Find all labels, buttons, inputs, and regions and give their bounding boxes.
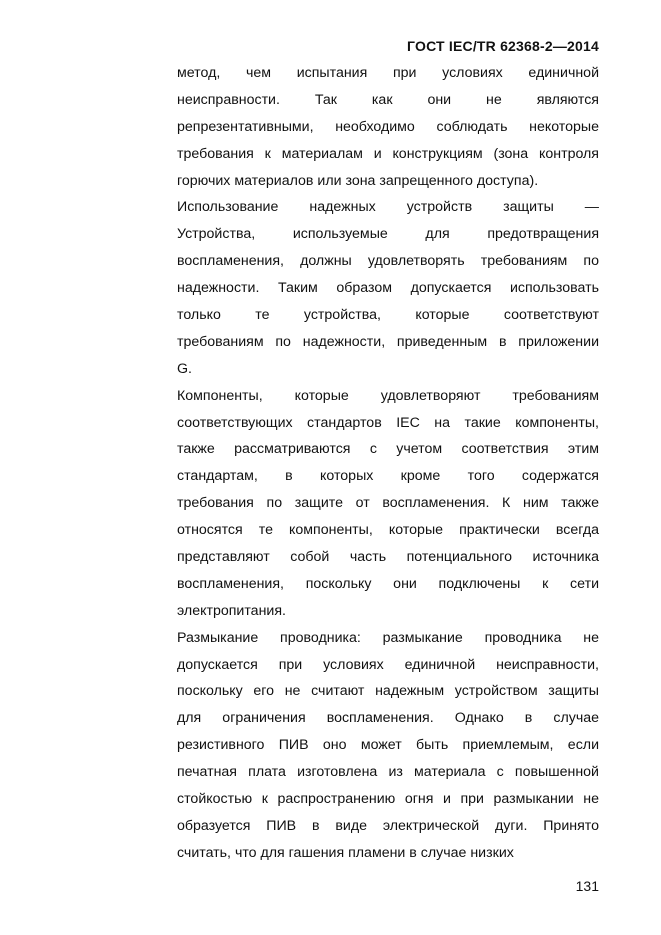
- text-line: только те устройства, которые соответствуют: [177, 307, 599, 324]
- text-line: горючих материалов или зона запрещенного доступа).: [177, 172, 539, 189]
- text-line: метод, чем испытания при условиях единичной: [177, 65, 599, 81]
- text-line: допускается при условиях единичной неисправности,: [177, 656, 599, 673]
- text-line: G.: [177, 360, 192, 377]
- text-line: воспламенения, поскольку они подключены к сети: [177, 575, 599, 592]
- text-line: для ограничения воспламенения. Однако в случае: [177, 710, 599, 727]
- text-line: надежности. Таким образом допускается использовать: [177, 280, 599, 297]
- paragraph: [177, 383, 599, 625]
- text-line: печатная плата изготовлена из материала с повышенной: [177, 764, 599, 781]
- text-line: Использование надежных устройств защиты —: [177, 199, 599, 216]
- document-header: ГОСТ IEC/TR 62368-2—2014: [407, 38, 599, 54]
- text-line: неисправности. Так как они не являются: [177, 91, 599, 108]
- text-line: соответствующих стандартов IEC на такие компоненты,: [177, 414, 599, 431]
- text-line: Размыкание проводника: размыкание проводника не: [177, 629, 599, 646]
- page-number: 131: [575, 878, 599, 894]
- text-line: стандартам, в которых кроме того содержатся: [177, 468, 599, 485]
- paragraph: [177, 625, 599, 867]
- text-line: считать, что для гашения пламени в случае низких: [177, 844, 514, 861]
- text-line: воспламенения, должны удовлетворять требованиям по: [177, 253, 599, 270]
- text-line: также рассматриваются с учетом соответствия этим: [177, 441, 599, 458]
- text-line: образуется ПИВ в виде электрической дуги. Принято: [177, 817, 599, 834]
- text-line: стойкостью к распространению огня и при размыкании не: [177, 791, 599, 808]
- text-line: Устройства, используемые для предотвращения: [177, 226, 599, 243]
- text-line: представляют собой часть потенциального источника: [177, 549, 599, 566]
- body-text: [177, 60, 599, 867]
- text-line: требованиям по надежности, приведенным в приложении: [177, 333, 599, 350]
- text-line: относятся те компоненты, которые практически всегда: [177, 522, 599, 539]
- paragraph: [177, 194, 599, 382]
- text-line: репрезентативными, необходимо соблюдать некоторые: [177, 118, 599, 135]
- text-line: требования к материалам и конструкциям (зона контроля: [177, 145, 599, 162]
- text-line: требования по защите от воспламенения. К ним также: [177, 495, 599, 512]
- text-line: электропитания.: [177, 602, 286, 619]
- text-line: Компоненты, которые удовлетворяют требованиям: [177, 387, 599, 404]
- text-line: поскольку его не считают надежным устройством защиты: [177, 683, 599, 700]
- paragraph: [177, 60, 599, 194]
- text-line: резистивного ПИВ оно может быть приемлемым, если: [177, 737, 599, 754]
